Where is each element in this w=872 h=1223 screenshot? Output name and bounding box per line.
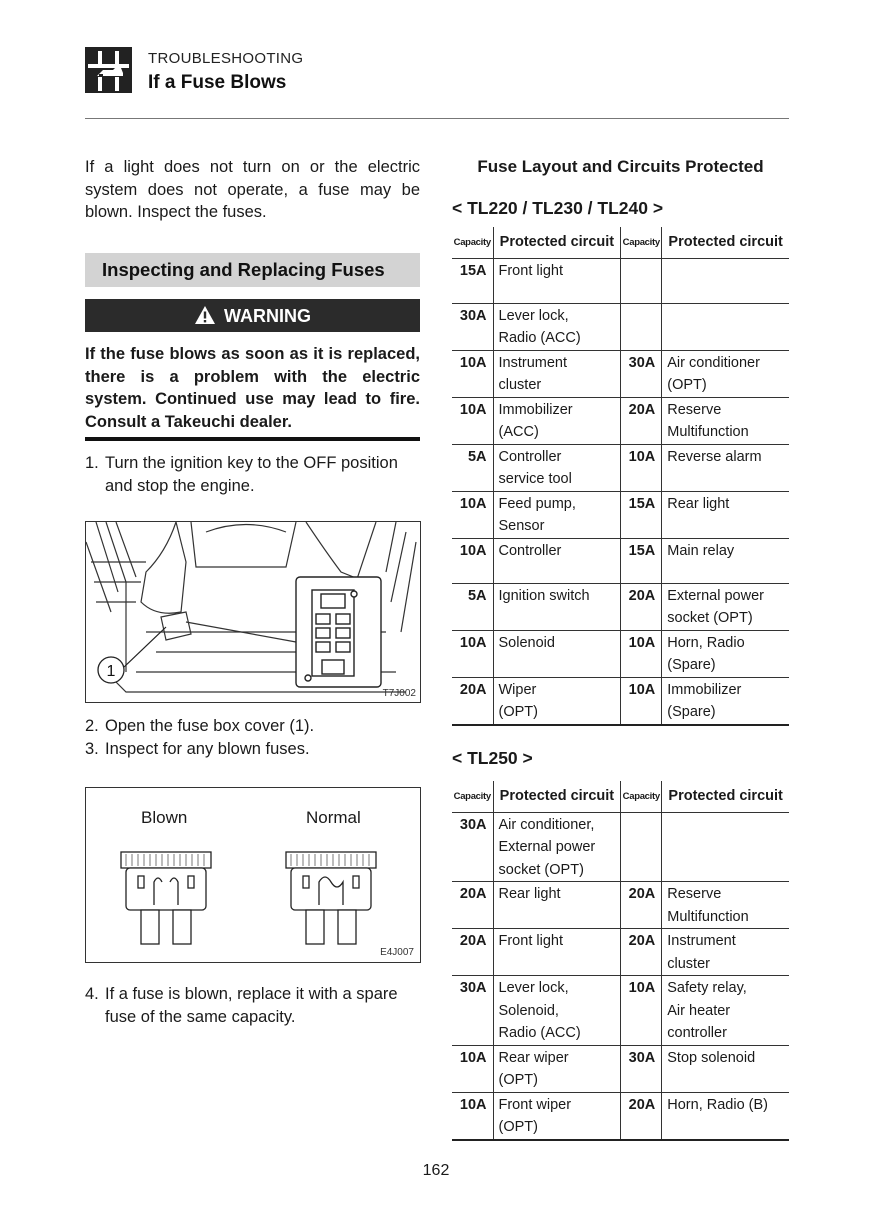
protected-circuit: Lever lock, Solenoid, Radio (ACC)	[493, 976, 621, 1046]
table-row	[452, 491, 789, 538]
protected-circuit: Reserve Multifunction	[662, 397, 789, 444]
table-row	[452, 444, 789, 491]
protected-circuit: Safety relay, Air heater controller	[662, 976, 789, 1046]
step-number: 4.	[85, 985, 99, 1003]
fuse-capacity: 30A	[621, 1045, 662, 1092]
step-text: Turn the ignition key to the OFF position and stop the engine.	[105, 454, 398, 495]
warning-triangle-icon	[194, 305, 216, 325]
protected-circuit	[662, 258, 789, 303]
table-row	[452, 882, 789, 929]
protected-circuit: Rear light	[493, 882, 621, 929]
fuse-capacity: 10A	[452, 350, 493, 397]
protected-circuit: Reserve Multifunction	[662, 882, 789, 929]
table-row	[452, 1045, 789, 1092]
step-text: Open the fuse box cover (1).	[105, 717, 315, 735]
protected-circuit: Solenoid	[493, 630, 621, 677]
protected-circuit: Front light	[493, 258, 621, 303]
warning-label: WARNING	[224, 306, 311, 326]
step-text: If a fuse is blown, replace it with a spare fuse of the same capacity.	[105, 985, 398, 1026]
protected-circuit: Air conditioner, External power socket (OPT)	[493, 812, 621, 882]
step-1	[85, 452, 420, 497]
protected-circuit: Feed pump, Sensor	[493, 491, 621, 538]
fuse-table-tl250	[452, 781, 789, 1141]
fuse-capacity: 10A	[452, 1045, 493, 1092]
step-3	[85, 738, 420, 761]
fuse-capacity: 30A	[452, 303, 493, 350]
table-row	[452, 583, 789, 630]
step-number: 3.	[85, 740, 99, 758]
col-capacity: Capacity	[452, 781, 493, 812]
fuse-capacity: 20A	[621, 882, 662, 929]
col-capacity: Capacity	[621, 781, 662, 812]
table-row	[452, 630, 789, 677]
table-row	[452, 303, 789, 350]
protected-circuit: Ignition switch	[493, 583, 621, 630]
fuse-capacity	[621, 258, 662, 303]
fuse-comparison-figure	[85, 787, 421, 963]
fuse-capacity: 10A	[621, 630, 662, 677]
protected-circuit: Front wiper (OPT)	[493, 1092, 621, 1140]
protected-circuit: Front light	[493, 929, 621, 976]
protected-circuit: Instrument cluster	[493, 350, 621, 397]
col-capacity: Capacity	[452, 227, 493, 258]
header-divider	[85, 118, 789, 119]
fuse-capacity: 10A	[452, 538, 493, 583]
fuse-capacity: 10A	[452, 491, 493, 538]
blown-fuse-icon	[116, 850, 216, 950]
protected-circuit: Instrument cluster	[662, 929, 789, 976]
model-heading-1: < TL220 / TL230 / TL240 >	[452, 198, 664, 218]
protected-circuit: Rear light	[662, 491, 789, 538]
col-circuit: Protected circuit	[662, 227, 789, 258]
fuse-capacity: 10A	[621, 976, 662, 1046]
subheading: Inspecting and Replacing Fuses	[102, 259, 385, 280]
fuse-capacity: 15A	[452, 258, 493, 303]
table-row	[452, 538, 789, 583]
table-row	[452, 976, 789, 1046]
table-row	[452, 1092, 789, 1140]
section-label: TROUBLESHOOTING	[148, 50, 304, 67]
step-number: 2.	[85, 717, 99, 735]
page-number: 162	[422, 1162, 450, 1179]
protected-circuit: Stop solenoid	[662, 1045, 789, 1092]
layout-title: Fuse Layout and Circuits Protected	[477, 157, 764, 176]
col-capacity: Capacity	[621, 227, 662, 258]
fuse-capacity: 20A	[621, 929, 662, 976]
excavator-icon	[85, 47, 132, 93]
figure-code: E4J007	[380, 947, 414, 958]
fuse-capacity: 30A	[452, 976, 493, 1046]
table-row	[452, 812, 789, 882]
protected-circuit: Immobilizer (Spare)	[662, 677, 789, 725]
callout-1: 1	[106, 663, 116, 680]
table-header-row	[452, 781, 789, 812]
fuse-box-figure	[85, 521, 421, 703]
figure-code: T7J002	[382, 688, 416, 699]
protected-circuit: External power socket (OPT)	[662, 583, 789, 630]
step-number: 1.	[85, 454, 99, 472]
fuse-capacity: 20A	[452, 677, 493, 725]
col-circuit: Protected circuit	[493, 781, 621, 812]
page-title: If a Fuse Blows	[148, 72, 287, 93]
fuse-box-illustration	[86, 522, 420, 702]
intro-paragraph: If a light does not turn on or the electric system does not operate, a fuse may be blown. Inspect the fuses.	[85, 158, 420, 221]
protected-circuit: Lever lock, Radio (ACC)	[493, 303, 621, 350]
fuse-capacity: 20A	[621, 583, 662, 630]
fuse-capacity: 10A	[452, 630, 493, 677]
fuse-capacity	[621, 303, 662, 350]
fuse-capacity: 15A	[621, 491, 662, 538]
normal-fuse-icon	[281, 850, 381, 950]
protected-circuit: Horn, Radio (B)	[662, 1092, 789, 1140]
fuse-capacity: 20A	[621, 397, 662, 444]
fuse-capacity: 10A	[452, 1092, 493, 1140]
fuse-capacity: 10A	[621, 444, 662, 491]
protected-circuit: Main relay	[662, 538, 789, 583]
protected-circuit: Rear wiper (OPT)	[493, 1045, 621, 1092]
protected-circuit: Immobilizer (ACC)	[493, 397, 621, 444]
step-4	[85, 983, 420, 1028]
col-circuit: Protected circuit	[493, 227, 621, 258]
protected-circuit: Air conditioner (OPT)	[662, 350, 789, 397]
warning-divider	[85, 437, 420, 441]
table-row	[452, 677, 789, 725]
table-row	[452, 397, 789, 444]
fuse-capacity: 10A	[621, 677, 662, 725]
model-heading-2: < TL250 >	[452, 748, 533, 768]
fuse-capacity: 20A	[452, 929, 493, 976]
protected-circuit	[662, 812, 789, 882]
subheading-bar	[85, 253, 420, 287]
fuse-capacity: 20A	[621, 1092, 662, 1140]
protected-circuit	[662, 303, 789, 350]
step-text: Inspect for any blown fuses.	[105, 740, 310, 758]
fuse-capacity: 30A	[621, 350, 662, 397]
table-header-row	[452, 227, 789, 258]
fuse-capacity: 20A	[452, 882, 493, 929]
protected-circuit: Controller	[493, 538, 621, 583]
warning-text: If the fuse blows as soon as it is replaced, there is a problem with the electric system. Continued use may lead to fire. Consult a Takeuchi dealer.	[85, 345, 420, 431]
protected-circuit: Reverse alarm	[662, 444, 789, 491]
protected-circuit: Controller service tool	[493, 444, 621, 491]
protected-circuit: Horn, Radio (Spare)	[662, 630, 789, 677]
warning-banner	[85, 299, 420, 332]
fuse-capacity: 5A	[452, 583, 493, 630]
table-row	[452, 929, 789, 976]
step-2	[85, 715, 420, 738]
blown-label: Blown	[141, 808, 188, 827]
fuse-capacity: 10A	[452, 397, 493, 444]
normal-label: Normal	[306, 808, 361, 827]
fuse-table-tl220	[452, 227, 789, 726]
fuse-capacity: 30A	[452, 812, 493, 882]
fuse-capacity	[621, 812, 662, 882]
col-circuit: Protected circuit	[662, 781, 789, 812]
table-row	[452, 350, 789, 397]
table-row	[452, 258, 789, 303]
fuse-capacity: 15A	[621, 538, 662, 583]
fuse-capacity: 5A	[452, 444, 493, 491]
protected-circuit: Wiper (OPT)	[493, 677, 621, 725]
